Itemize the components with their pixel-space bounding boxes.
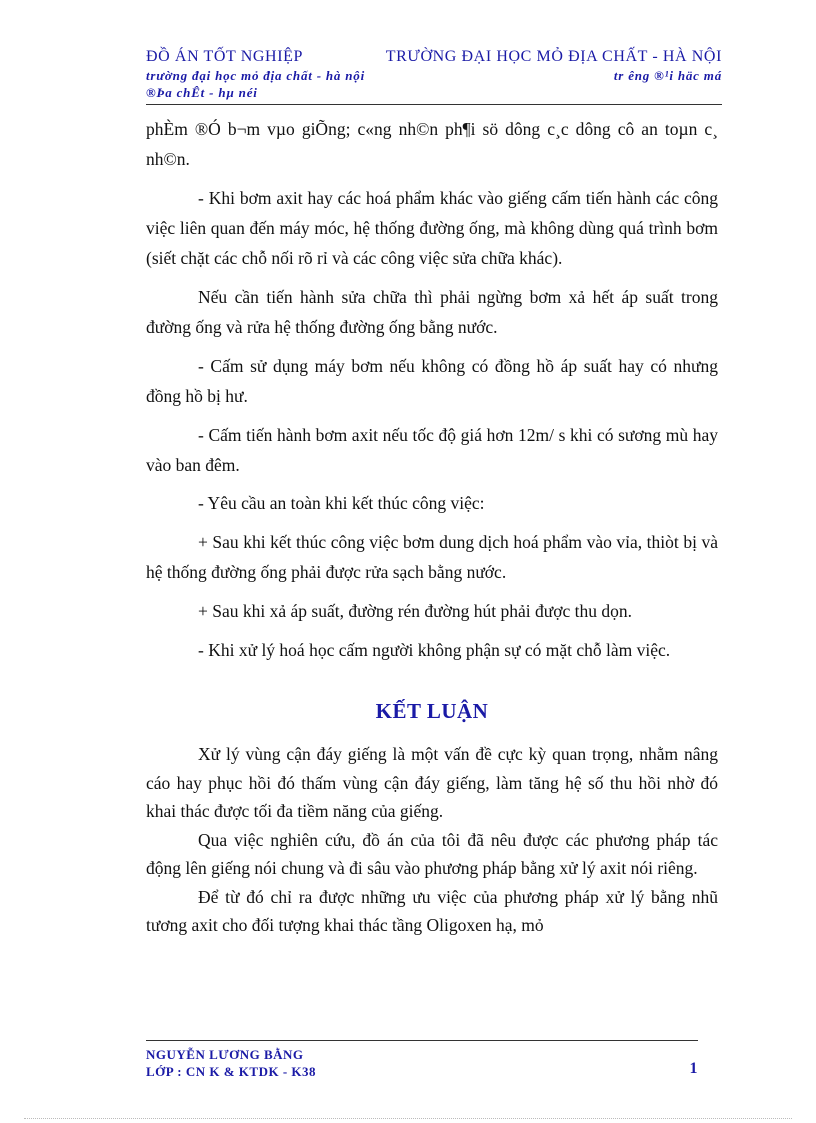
paragraph: - Cấm tiến hành bơm axit nếu tốc độ giá hơn 12m/ s khi có sương mù hay vào ban đêm.	[146, 425, 718, 475]
footer-author: NGUYỄN LƯƠNG BẰNG	[146, 1047, 304, 1062]
paragraph: - Khi xử lý hoá học cấm người không phận sự có mặt chỗ làm việc.	[198, 640, 671, 660]
body-text	[146, 114, 718, 665]
conclusion-text	[146, 740, 718, 940]
header-sub-right: tr êng ®¹i häc má	[613, 68, 722, 83]
paragraph: Để từ đó chỉ ra được những ưu việc của phương pháp xử lý bằng nhũ tương axit cho đối tượng khai thác tầng Oligoxen hạ, mỏ	[146, 886, 718, 935]
paragraph: - Khi bơm axit hay các hoá phẩm khác vào giếng cấm tiến hành các công việc liên quan đến máy móc, hệ thống đường ống, mà không dùng quá trình bơm (siết chặt các chỗ nối rõ rỉ và các công việc sửa chữa khác).	[146, 188, 718, 268]
page-header	[146, 46, 722, 101]
paragraph: Nếu cần tiến hành sửa chữa thì phải ngừng bơm xả hết áp suất trong đường ống và rửa hệ thống đường ống bằng nước.	[146, 287, 718, 337]
footer-divider	[146, 1040, 698, 1041]
header-sub-left: trường đại học mỏ địa chất - hà nội	[146, 68, 366, 83]
paragraph: Xử lý vùng cận đáy giếng là một vấn đề cực kỳ quan trọng, nhằm nâng cáo hay phục hồi đó thấm vùng cận đáy giếng, làm tăng hệ số thu hồi nhờ đó khai thác được tối đa tiềm năng của giếng.	[146, 744, 718, 821]
paragraph: Qua việc nghiên cứu, đồ án của tôi đã nêu được các phương pháp tác động lên giếng nói chung và đi sâu vào phương pháp bằng xử lý axit nói riêng.	[146, 829, 718, 878]
page-footer	[146, 1046, 698, 1080]
paragraph: phÈm ®Ó b¬m vµo giÕng; c«ng nh©n ph¶i sö dông c¸c dông cô an toµn c¸ nh©n.	[146, 119, 718, 169]
footer-class: LỚP : CN K & KTDK - K38	[146, 1064, 317, 1079]
paragraph: - Cấm sử dụng máy bơm nếu không có đồng hồ áp suất hay có nhưng đồng hồ bị hư.	[146, 356, 718, 406]
section-heading: KẾT LUẬN	[375, 699, 489, 723]
paragraph: + Sau khi kết thúc công việc bơm dung dịch hoá phẩm vào vỉa, thiòt bị và hệ thống đường ống phải được rửa sạch bằng nước.	[146, 532, 718, 582]
header-right-title: TRƯỜNG ĐẠI HỌC MỎ ĐỊA CHẤT - HÀ NỘI	[385, 48, 722, 65]
paragraph: - Yêu cầu an toàn khi kết thúc công việc:	[198, 493, 485, 513]
header-divider	[146, 104, 722, 105]
page-edge	[24, 1118, 792, 1119]
header-left-title: ĐỒ ÁN TỐT NGHIỆP	[146, 48, 304, 65]
header-sub-line3: ®Þa chÊt - hµ néi	[146, 85, 258, 100]
paragraph: + Sau khi xả áp suất, đường rén đường hút phải được thu dọn.	[198, 601, 633, 621]
page-number: 1	[689, 1060, 698, 1077]
